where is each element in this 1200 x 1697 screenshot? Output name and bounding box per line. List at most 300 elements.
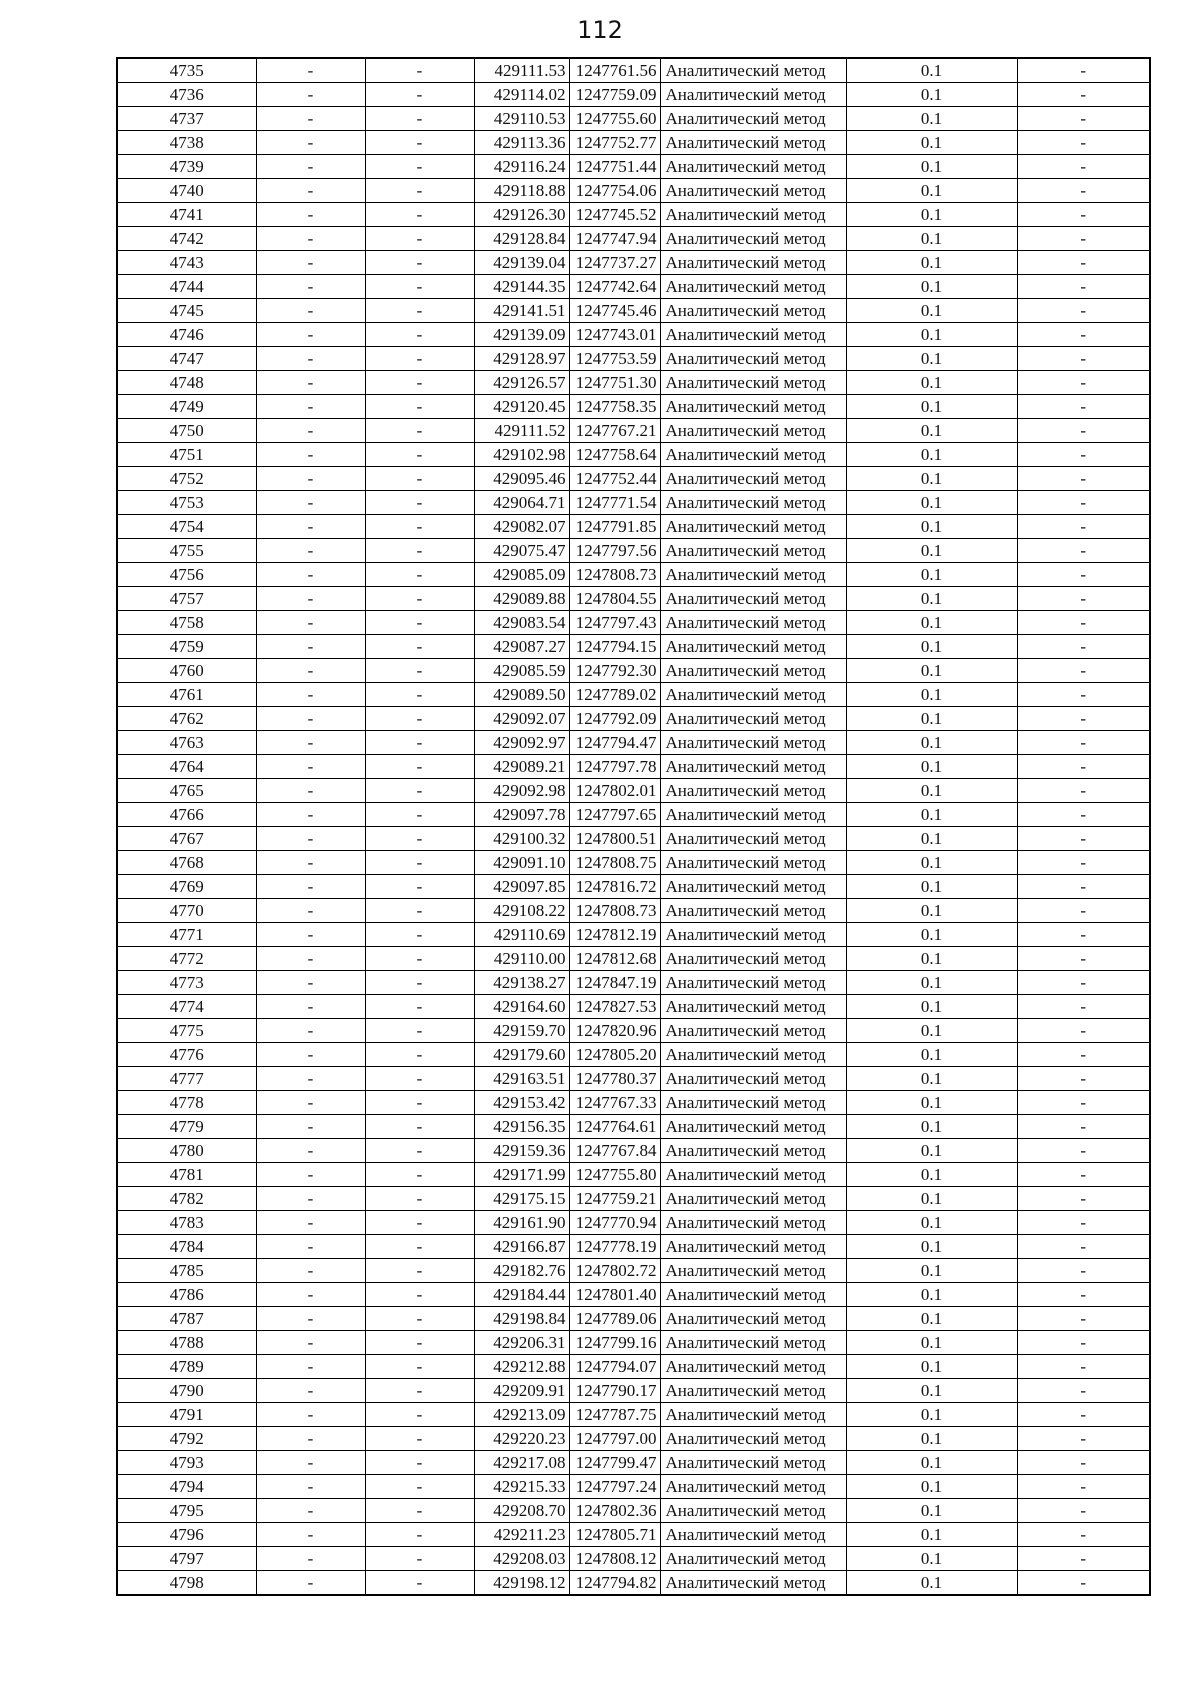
method-cell: Аналитический метод — [660, 587, 846, 611]
empty-cell-2: - — [365, 107, 474, 131]
note-cell: - — [1017, 1019, 1150, 1043]
note-cell: - — [1017, 1163, 1150, 1187]
x-coordinate-cell: 429095.46 — [474, 467, 569, 491]
point-number-cell: 4797 — [117, 1547, 256, 1571]
accuracy-cell: 0.1 — [846, 1451, 1017, 1475]
empty-cell-1: - — [256, 443, 365, 467]
note-cell: - — [1017, 1451, 1150, 1475]
x-coordinate-cell: 429100.32 — [474, 827, 569, 851]
point-number-cell: 4748 — [117, 371, 256, 395]
empty-cell-2: - — [365, 1259, 474, 1283]
table-row — [117, 1355, 1150, 1379]
y-coordinate-cell: 1247758.35 — [569, 395, 660, 419]
note-cell: - — [1017, 1403, 1150, 1427]
table-row — [117, 755, 1150, 779]
x-coordinate-cell: 429089.88 — [474, 587, 569, 611]
note-cell: - — [1017, 1427, 1150, 1451]
point-number-cell: 4744 — [117, 275, 256, 299]
table-row — [117, 1019, 1150, 1043]
method-cell: Аналитический метод — [660, 227, 846, 251]
point-number-cell: 4737 — [117, 107, 256, 131]
empty-cell-2: - — [365, 1163, 474, 1187]
accuracy-cell: 0.1 — [846, 107, 1017, 131]
table-row — [117, 683, 1150, 707]
x-coordinate-cell: 429092.98 — [474, 779, 569, 803]
note-cell: - — [1017, 923, 1150, 947]
table-row — [117, 251, 1150, 275]
table-row — [117, 1451, 1150, 1475]
y-coordinate-cell: 1247759.21 — [569, 1187, 660, 1211]
y-coordinate-cell: 1247759.09 — [569, 83, 660, 107]
empty-cell-1: - — [256, 827, 365, 851]
table-row — [117, 491, 1150, 515]
method-cell: Аналитический метод — [660, 1091, 846, 1115]
accuracy-cell: 0.1 — [846, 1019, 1017, 1043]
x-coordinate-cell: 429089.50 — [474, 683, 569, 707]
y-coordinate-cell: 1247755.60 — [569, 107, 660, 131]
point-number-cell: 4777 — [117, 1067, 256, 1091]
point-number-cell: 4765 — [117, 779, 256, 803]
y-coordinate-cell: 1247797.00 — [569, 1427, 660, 1451]
method-cell: Аналитический метод — [660, 635, 846, 659]
point-number-cell: 4767 — [117, 827, 256, 851]
point-number-cell: 4781 — [117, 1163, 256, 1187]
empty-cell-1: - — [256, 1571, 365, 1596]
method-cell: Аналитический метод — [660, 1259, 846, 1283]
x-coordinate-cell: 429097.85 — [474, 875, 569, 899]
empty-cell-1: - — [256, 1307, 365, 1331]
empty-cell-1: - — [256, 1523, 365, 1547]
empty-cell-1: - — [256, 1379, 365, 1403]
method-cell: Аналитический метод — [660, 515, 846, 539]
point-number-cell: 4752 — [117, 467, 256, 491]
y-coordinate-cell: 1247764.61 — [569, 1115, 660, 1139]
note-cell: - — [1017, 299, 1150, 323]
note-cell: - — [1017, 1139, 1150, 1163]
empty-cell-1: - — [256, 1547, 365, 1571]
table-row — [117, 371, 1150, 395]
empty-cell-1: - — [256, 179, 365, 203]
x-coordinate-cell: 429126.57 — [474, 371, 569, 395]
accuracy-cell: 0.1 — [846, 58, 1017, 83]
table-row — [117, 1235, 1150, 1259]
note-cell: - — [1017, 58, 1150, 83]
x-coordinate-cell: 429110.53 — [474, 107, 569, 131]
method-cell: Аналитический метод — [660, 1163, 846, 1187]
empty-cell-1: - — [256, 947, 365, 971]
point-number-cell: 4779 — [117, 1115, 256, 1139]
note-cell: - — [1017, 587, 1150, 611]
empty-cell-1: - — [256, 611, 365, 635]
accuracy-cell: 0.1 — [846, 1571, 1017, 1596]
empty-cell-1: - — [256, 755, 365, 779]
note-cell: - — [1017, 443, 1150, 467]
point-number-cell: 4761 — [117, 683, 256, 707]
empty-cell-1: - — [256, 995, 365, 1019]
table-row — [117, 611, 1150, 635]
empty-cell-1: - — [256, 467, 365, 491]
x-coordinate-cell: 429166.87 — [474, 1235, 569, 1259]
point-number-cell: 4790 — [117, 1379, 256, 1403]
x-coordinate-cell: 429126.30 — [474, 203, 569, 227]
empty-cell-1: - — [256, 875, 365, 899]
method-cell: Аналитический метод — [660, 683, 846, 707]
empty-cell-2: - — [365, 923, 474, 947]
y-coordinate-cell: 1247792.30 — [569, 659, 660, 683]
point-number-cell: 4776 — [117, 1043, 256, 1067]
y-coordinate-cell: 1247789.06 — [569, 1307, 660, 1331]
empty-cell-1: - — [256, 395, 365, 419]
accuracy-cell: 0.1 — [846, 779, 1017, 803]
y-coordinate-cell: 1247745.46 — [569, 299, 660, 323]
y-coordinate-cell: 1247754.06 — [569, 179, 660, 203]
x-coordinate-cell: 429087.27 — [474, 635, 569, 659]
empty-cell-2: - — [365, 1547, 474, 1571]
x-coordinate-cell: 429153.42 — [474, 1091, 569, 1115]
empty-cell-2: - — [365, 371, 474, 395]
point-number-cell: 4753 — [117, 491, 256, 515]
y-coordinate-cell: 1247737.27 — [569, 251, 660, 275]
x-coordinate-cell: 429120.45 — [474, 395, 569, 419]
accuracy-cell: 0.1 — [846, 251, 1017, 275]
y-coordinate-cell: 1247745.52 — [569, 203, 660, 227]
empty-cell-2: - — [365, 1019, 474, 1043]
y-coordinate-cell: 1247767.33 — [569, 1091, 660, 1115]
note-cell: - — [1017, 851, 1150, 875]
method-cell: Аналитический метод — [660, 1043, 846, 1067]
note-cell: - — [1017, 1499, 1150, 1523]
x-coordinate-cell: 429179.60 — [474, 1043, 569, 1067]
empty-cell-1: - — [256, 1259, 365, 1283]
note-cell: - — [1017, 1235, 1150, 1259]
point-number-cell: 4787 — [117, 1307, 256, 1331]
note-cell: - — [1017, 131, 1150, 155]
x-coordinate-cell: 429198.84 — [474, 1307, 569, 1331]
accuracy-cell: 0.1 — [846, 1523, 1017, 1547]
point-number-cell: 4769 — [117, 875, 256, 899]
note-cell: - — [1017, 1523, 1150, 1547]
point-number-cell: 4796 — [117, 1523, 256, 1547]
x-coordinate-cell: 429097.78 — [474, 803, 569, 827]
empty-cell-1: - — [256, 1043, 365, 1067]
empty-cell-2: - — [365, 1427, 474, 1451]
accuracy-cell: 0.1 — [846, 683, 1017, 707]
empty-cell-2: - — [365, 1187, 474, 1211]
empty-cell-2: - — [365, 611, 474, 635]
empty-cell-1: - — [256, 491, 365, 515]
empty-cell-2: - — [365, 1307, 474, 1331]
point-number-cell: 4774 — [117, 995, 256, 1019]
y-coordinate-cell: 1247758.64 — [569, 443, 660, 467]
table-row — [117, 1523, 1150, 1547]
accuracy-cell: 0.1 — [846, 227, 1017, 251]
table-row — [117, 995, 1150, 1019]
accuracy-cell: 0.1 — [846, 923, 1017, 947]
note-cell: - — [1017, 635, 1150, 659]
y-coordinate-cell: 1247797.56 — [569, 539, 660, 563]
y-coordinate-cell: 1247827.53 — [569, 995, 660, 1019]
point-number-cell: 4762 — [117, 707, 256, 731]
x-coordinate-cell: 429209.91 — [474, 1379, 569, 1403]
empty-cell-2: - — [365, 1331, 474, 1355]
accuracy-cell: 0.1 — [846, 299, 1017, 323]
accuracy-cell: 0.1 — [846, 395, 1017, 419]
table-row — [117, 395, 1150, 419]
accuracy-cell: 0.1 — [846, 1139, 1017, 1163]
point-number-cell: 4751 — [117, 443, 256, 467]
empty-cell-1: - — [256, 107, 365, 131]
point-number-cell: 4735 — [117, 58, 256, 83]
empty-cell-1: - — [256, 563, 365, 587]
empty-cell-1: - — [256, 1427, 365, 1451]
empty-cell-1: - — [256, 923, 365, 947]
y-coordinate-cell: 1247801.40 — [569, 1283, 660, 1307]
y-coordinate-cell: 1247820.96 — [569, 1019, 660, 1043]
y-coordinate-cell: 1247802.01 — [569, 779, 660, 803]
method-cell: Аналитический метод — [660, 731, 846, 755]
empty-cell-1: - — [256, 1019, 365, 1043]
empty-cell-1: - — [256, 539, 365, 563]
x-coordinate-cell: 429102.98 — [474, 443, 569, 467]
x-coordinate-cell: 429159.70 — [474, 1019, 569, 1043]
table-row — [117, 323, 1150, 347]
empty-cell-1: - — [256, 1451, 365, 1475]
note-cell: - — [1017, 1187, 1150, 1211]
note-cell: - — [1017, 1379, 1150, 1403]
accuracy-cell: 0.1 — [846, 851, 1017, 875]
empty-cell-2: - — [365, 203, 474, 227]
point-number-cell: 4788 — [117, 1331, 256, 1355]
note-cell: - — [1017, 947, 1150, 971]
y-coordinate-cell: 1247751.44 — [569, 155, 660, 179]
method-cell: Аналитический метод — [660, 539, 846, 563]
empty-cell-2: - — [365, 947, 474, 971]
x-coordinate-cell: 429139.09 — [474, 323, 569, 347]
empty-cell-2: - — [365, 563, 474, 587]
empty-cell-1: - — [256, 251, 365, 275]
method-cell: Аналитический метод — [660, 1187, 846, 1211]
note-cell: - — [1017, 83, 1150, 107]
accuracy-cell: 0.1 — [846, 371, 1017, 395]
x-coordinate-cell: 429085.09 — [474, 563, 569, 587]
point-number-cell: 4740 — [117, 179, 256, 203]
empty-cell-1: - — [256, 347, 365, 371]
point-number-cell: 4780 — [117, 1139, 256, 1163]
point-number-cell: 4739 — [117, 155, 256, 179]
point-number-cell: 4736 — [117, 83, 256, 107]
method-cell: Аналитический метод — [660, 1307, 846, 1331]
empty-cell-2: - — [365, 443, 474, 467]
empty-cell-2: - — [365, 683, 474, 707]
accuracy-cell: 0.1 — [846, 803, 1017, 827]
x-coordinate-cell: 429083.54 — [474, 611, 569, 635]
accuracy-cell: 0.1 — [846, 563, 1017, 587]
method-cell: Аналитический метод — [660, 827, 846, 851]
x-coordinate-cell: 429217.08 — [474, 1451, 569, 1475]
table-row — [117, 83, 1150, 107]
table-row — [117, 923, 1150, 947]
note-cell: - — [1017, 1091, 1150, 1115]
method-cell: Аналитический метод — [660, 803, 846, 827]
y-coordinate-cell: 1247808.12 — [569, 1547, 660, 1571]
accuracy-cell: 0.1 — [846, 1235, 1017, 1259]
note-cell: - — [1017, 1259, 1150, 1283]
x-coordinate-cell: 429075.47 — [474, 539, 569, 563]
point-number-cell: 4757 — [117, 587, 256, 611]
empty-cell-2: - — [365, 395, 474, 419]
y-coordinate-cell: 1247789.02 — [569, 683, 660, 707]
x-coordinate-cell: 429144.35 — [474, 275, 569, 299]
x-coordinate-cell: 429111.53 — [474, 58, 569, 83]
point-number-cell: 4798 — [117, 1571, 256, 1596]
table-row — [117, 587, 1150, 611]
point-number-cell: 4755 — [117, 539, 256, 563]
empty-cell-1: - — [256, 659, 365, 683]
y-coordinate-cell: 1247802.36 — [569, 1499, 660, 1523]
point-number-cell: 4794 — [117, 1475, 256, 1499]
point-number-cell: 4747 — [117, 347, 256, 371]
accuracy-cell: 0.1 — [846, 1163, 1017, 1187]
x-coordinate-cell: 429159.36 — [474, 1139, 569, 1163]
accuracy-cell: 0.1 — [846, 875, 1017, 899]
x-coordinate-cell: 429092.97 — [474, 731, 569, 755]
x-coordinate-cell: 429128.97 — [474, 347, 569, 371]
accuracy-cell: 0.1 — [846, 947, 1017, 971]
accuracy-cell: 0.1 — [846, 275, 1017, 299]
accuracy-cell: 0.1 — [846, 1547, 1017, 1571]
empty-cell-2: - — [365, 1571, 474, 1596]
method-cell: Аналитический метод — [660, 1403, 846, 1427]
method-cell: Аналитический метод — [660, 395, 846, 419]
empty-cell-2: - — [365, 83, 474, 107]
empty-cell-2: - — [365, 779, 474, 803]
table-row — [117, 347, 1150, 371]
accuracy-cell: 0.1 — [846, 1403, 1017, 1427]
point-number-cell: 4754 — [117, 515, 256, 539]
accuracy-cell: 0.1 — [846, 827, 1017, 851]
y-coordinate-cell: 1247792.09 — [569, 707, 660, 731]
method-cell: Аналитический метод — [660, 155, 846, 179]
note-cell: - — [1017, 155, 1150, 179]
accuracy-cell: 0.1 — [846, 155, 1017, 179]
table-row — [117, 1091, 1150, 1115]
empty-cell-1: - — [256, 779, 365, 803]
table-row — [117, 851, 1150, 875]
note-cell: - — [1017, 1571, 1150, 1596]
empty-cell-1: - — [256, 58, 365, 83]
y-coordinate-cell: 1247812.68 — [569, 947, 660, 971]
empty-cell-2: - — [365, 659, 474, 683]
empty-cell-2: - — [365, 299, 474, 323]
method-cell: Аналитический метод — [660, 1235, 846, 1259]
method-cell: Аналитический метод — [660, 779, 846, 803]
table-row — [117, 203, 1150, 227]
note-cell: - — [1017, 323, 1150, 347]
note-cell: - — [1017, 275, 1150, 299]
empty-cell-2: - — [365, 1235, 474, 1259]
x-coordinate-cell: 429213.09 — [474, 1403, 569, 1427]
accuracy-cell: 0.1 — [846, 1043, 1017, 1067]
y-coordinate-cell: 1247780.37 — [569, 1067, 660, 1091]
method-cell: Аналитический метод — [660, 995, 846, 1019]
table-row — [117, 1379, 1150, 1403]
x-coordinate-cell: 429220.23 — [474, 1427, 569, 1451]
empty-cell-2: - — [365, 1499, 474, 1523]
empty-cell-2: - — [365, 1067, 474, 1091]
y-coordinate-cell: 1247816.72 — [569, 875, 660, 899]
y-coordinate-cell: 1247794.82 — [569, 1571, 660, 1596]
y-coordinate-cell: 1247808.73 — [569, 563, 660, 587]
y-coordinate-cell: 1247799.47 — [569, 1451, 660, 1475]
point-number-cell: 4775 — [117, 1019, 256, 1043]
method-cell: Аналитический метод — [660, 323, 846, 347]
empty-cell-1: - — [256, 1211, 365, 1235]
x-coordinate-cell: 429064.71 — [474, 491, 569, 515]
empty-cell-1: - — [256, 299, 365, 323]
note-cell: - — [1017, 1547, 1150, 1571]
accuracy-cell: 0.1 — [846, 707, 1017, 731]
table-row — [117, 1163, 1150, 1187]
accuracy-cell: 0.1 — [846, 1427, 1017, 1451]
note-cell: - — [1017, 227, 1150, 251]
empty-cell-1: - — [256, 635, 365, 659]
x-coordinate-cell: 429116.24 — [474, 155, 569, 179]
method-cell: Аналитический метод — [660, 347, 846, 371]
point-number-cell: 4742 — [117, 227, 256, 251]
empty-cell-2: - — [365, 587, 474, 611]
x-coordinate-cell: 429182.76 — [474, 1259, 569, 1283]
empty-cell-2: - — [365, 1115, 474, 1139]
empty-cell-2: - — [365, 419, 474, 443]
accuracy-cell: 0.1 — [846, 1331, 1017, 1355]
y-coordinate-cell: 1247747.94 — [569, 227, 660, 251]
accuracy-cell: 0.1 — [846, 1259, 1017, 1283]
empty-cell-1: - — [256, 131, 365, 155]
page-number: 112 — [577, 16, 623, 44]
method-cell: Аналитический метод — [660, 1475, 846, 1499]
point-number-cell: 4745 — [117, 299, 256, 323]
empty-cell-1: - — [256, 803, 365, 827]
empty-cell-2: - — [365, 323, 474, 347]
method-cell: Аналитический метод — [660, 899, 846, 923]
accuracy-cell: 0.1 — [846, 587, 1017, 611]
method-cell: Аналитический метод — [660, 371, 846, 395]
table-row — [117, 563, 1150, 587]
note-cell: - — [1017, 1355, 1150, 1379]
x-coordinate-cell: 429206.31 — [474, 1331, 569, 1355]
table-row — [117, 659, 1150, 683]
table-row — [117, 1283, 1150, 1307]
table-row — [117, 1211, 1150, 1235]
empty-cell-2: - — [365, 1283, 474, 1307]
table-row — [117, 1115, 1150, 1139]
table-row — [117, 1043, 1150, 1067]
table-row — [117, 971, 1150, 995]
table-row — [117, 827, 1150, 851]
empty-cell-1: - — [256, 227, 365, 251]
method-cell: Аналитический метод — [660, 1451, 846, 1475]
empty-cell-1: - — [256, 1187, 365, 1211]
empty-cell-1: - — [256, 587, 365, 611]
point-number-cell: 4789 — [117, 1355, 256, 1379]
accuracy-cell: 0.1 — [846, 419, 1017, 443]
table-row — [117, 1571, 1150, 1596]
empty-cell-2: - — [365, 803, 474, 827]
empty-cell-2: - — [365, 1043, 474, 1067]
empty-cell-1: - — [256, 83, 365, 107]
empty-cell-1: - — [256, 1139, 365, 1163]
note-cell: - — [1017, 683, 1150, 707]
